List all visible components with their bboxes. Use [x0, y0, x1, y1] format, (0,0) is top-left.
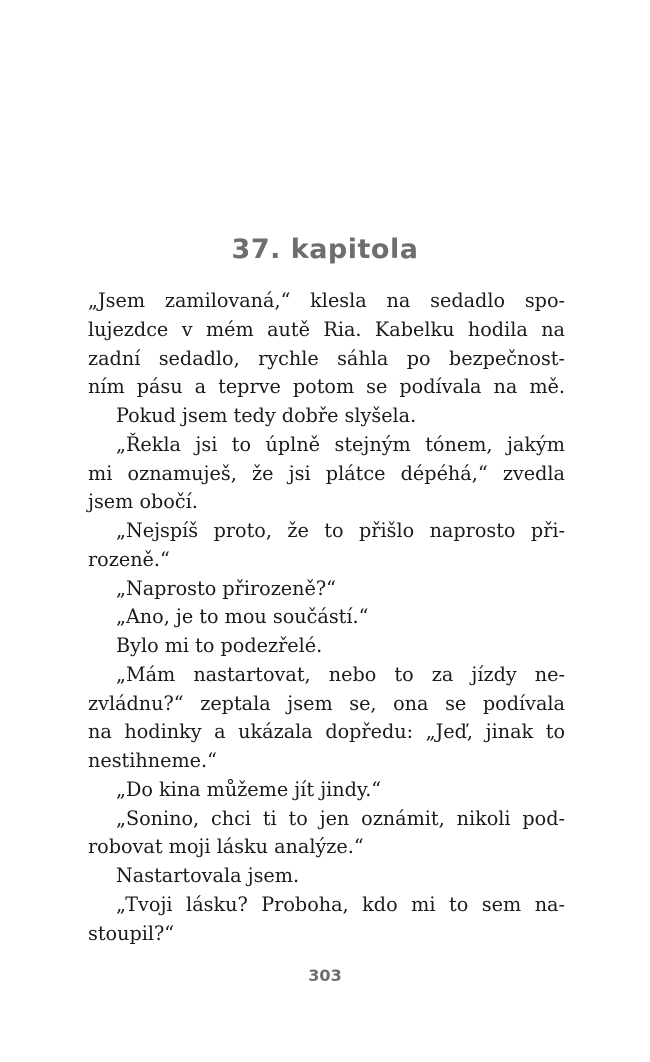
- text-line: „Ano, je to mou součástí.“: [116, 605, 369, 629]
- text-line: rozeně.“: [88, 547, 170, 571]
- text-line: „Jsem zamilovaná,“ klesla na sedadlo spo-: [88, 289, 565, 312]
- text-line: „Tvoji lásku? Proboha, kdo mi to sem na-: [116, 892, 565, 916]
- text-line: stoupil?“: [88, 921, 175, 945]
- chapter-title: 37. kapitola: [231, 234, 419, 265]
- text-line: zvládnu?“ zeptala jsem se, ona se podívala: [88, 691, 565, 715]
- text-line: Nastartovala jsem.: [116, 864, 300, 887]
- text-line: „Sonino, chci ti to jen oznámit, nikoli pod-: [116, 806, 565, 830]
- text-line: zadní sedadlo, rychle sáhla po bezpečnost-: [88, 346, 565, 370]
- text-line: „Řekla jsi to úplně stejným tónem, jakým: [116, 432, 565, 456]
- page-number: 303: [308, 966, 342, 985]
- text-line: mi oznamuješ, že jsi plátce dépéhá,“ zvedla: [88, 461, 565, 485]
- text-line: lujezdce v mém autě Ria. Kabelku hodila na: [88, 317, 565, 341]
- text-line: nestihneme.“: [88, 749, 217, 772]
- text-line: Bylo mi to podezřelé.: [116, 634, 323, 657]
- text-line: ním pásu a teprve potom se podívala na mě.: [88, 375, 565, 399]
- text-line: na hodinky a ukázala dopředu: „Jeď, jinak to: [88, 720, 565, 744]
- text-line: Pokud jsem tedy dobře slyšela.: [116, 404, 417, 427]
- text-line: „Do kina můžeme jít jindy.“: [116, 777, 382, 801]
- text-line: jsem obočí.: [88, 490, 198, 514]
- text-line: „Naprosto přirozeně?“: [116, 576, 336, 600]
- text-line: „Nejspíš proto, že to přišlo naprosto při-: [116, 519, 565, 542]
- body-text: [88, 287, 565, 948]
- text-line: robovat moji lásku analýze.“: [88, 835, 364, 859]
- text-line: „Mám nastartovat, nebo to za jízdy ne-: [116, 662, 565, 686]
